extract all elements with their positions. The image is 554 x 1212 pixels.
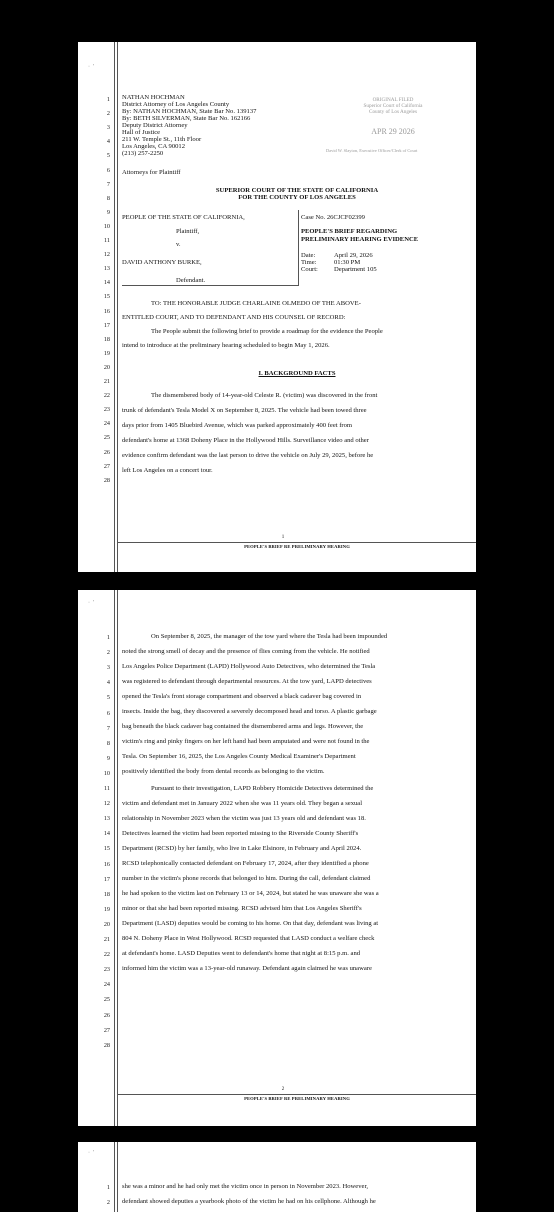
page-footer: PEOPLE'S BRIEF RE PRELIMINARY HEARING (244, 1096, 350, 1101)
body-line: number in the victim's phone records that belonged to him. During the call, defendant claimed (122, 875, 371, 882)
line-number: 24 (103, 420, 110, 427)
line-number: 11 (104, 237, 110, 244)
addressee-line: TO: THE HONORABLE JUDGE CHARLAINE OLMEDO OF THE ABOVE- (151, 300, 361, 307)
line-number: 21 (103, 936, 110, 943)
document-title: PEOPLE'S BRIEF REGARDING (301, 228, 398, 235)
line-number: 2 (106, 110, 110, 117)
line-number: 1 (106, 634, 110, 641)
line-number: 20 (103, 364, 110, 371)
defendant-name: DAVID ANTHONY BURKE, (122, 259, 202, 266)
line-number: 15 (103, 293, 110, 300)
line-number: 25 (103, 996, 110, 1003)
body-line: she was a minor and he had only met the victim once in person in November 2023. However, (122, 1183, 369, 1190)
line-number: 6 (106, 167, 110, 174)
line-number: 13 (103, 265, 110, 272)
versus-label: v. (176, 241, 181, 248)
line-number: 2 (106, 649, 110, 656)
body-line: noted the strong smell of decay and the presence of flies coming from the vehicle. He notified (122, 648, 370, 655)
hearing-court: Department 105 (334, 266, 377, 273)
line-number: 3 (106, 664, 110, 671)
line-number: 12 (103, 800, 110, 807)
body-line: evidence confirm defendant was the last person to drive the vehicle on July 29, 2025, before he (122, 452, 374, 459)
body-line: Department (RCSD) by her family, who live in Lake Elsinore, in February and April 2024. (122, 845, 362, 852)
hearing-date-label: Date: (301, 252, 316, 259)
line-number: 14 (103, 830, 110, 837)
body-line: days prior from 1405 Bluebird Avenue, which was parked approximately 400 feet from (122, 422, 353, 429)
left-margin-rule (114, 1142, 115, 1212)
document-title: PRELIMINARY HEARING EVIDENCE (301, 236, 419, 243)
caption-underline (122, 285, 298, 286)
line-number: 7 (106, 181, 110, 188)
attorney-header-line: Los Angeles, CA 90012 (122, 143, 186, 150)
attorney-header-line: Deputy District Attorney (122, 122, 188, 129)
page-footer: PEOPLE'S BRIEF RE PRELIMINARY HEARING (244, 544, 350, 549)
court-title: SUPERIOR COURT OF THE STATE OF CALIFORNIA (215, 187, 379, 194)
line-number: 16 (103, 861, 110, 868)
body-line: minor or that she had been reported missing. RCSD advised him that Los Angeles Sheriff's (122, 905, 362, 912)
hearing-time-label: Time: (301, 259, 317, 266)
plaintiff-role: Plaintiff, (176, 228, 200, 235)
body-line: Tesla. On September 16, 2025, the Los Angeles County Medical Examiner's Department (122, 753, 356, 760)
line-number: 19 (103, 350, 110, 357)
line-number: 5 (106, 694, 110, 701)
line-number: 8 (106, 740, 110, 747)
line-number: 7 (106, 725, 110, 732)
body-line: Department (LASD) deputies would be coming to his home. On that day, defendant was living at (122, 920, 379, 927)
attorney-header-line: (213) 257-2250 (122, 150, 164, 157)
document-page-3 (78, 1142, 476, 1212)
document-page-1: · ' 1 2 3 4 5 6 7 8 9 10 11 12 13 14 15 16 17 18 19 20 21 22 23 24 25 26 27 28 NATHAN HOCHMAN District Attorney of Los Angeles County By: NATHAN HOCHMAN, State Bar No. 139137 By: BETH SILVERMAN, State Bar No. 162166 Deputy District Attorney Hall of Justice 211 W. Temple St., 11th Floor Los Angeles, CA 90012 (213) 257-2250 Attorneys for Plaintiff ORIGINAL FILED Superior Court of California County of Los Angeles APR 29 2026 David W. Slayton, Executive Officer/Clerk of Court SUPERIOR COURT OF THE STATE OF CALIFORNIA FOR THE COUNTY OF LOS ANGELES PEOPLE OF THE STATE OF CALIFORNIA, Plaintiff, v. DAVID ANTHONY BURKE, Defendant. Case No. 26CJCF02399 PEOPLE'S BRIEF REGARDING PRELIMINARY HEARING EVIDENCE Date: April 29, 2026 Time: 01:30 PM Court: Department 105 TO: THE HONORABLE JUDGE CHARLAINE OLMEDO OF THE ABOVE- ENTITLED COURT, AND TO DEFENDANT AND HIS COUNSEL OF RECORD: The People submit the following brief to provide a roadmap for the evidence the People intend to introduce at the preliminary hearing scheduled to begin May 1, 2026. I. BACKGROUND FACTS The dismembered body of 14-year-old Celeste R. (victim) was discovered in the front trunk of defendant's Tesla Model X on September 8, 2025. The vehicle had been towed three days prior from 1405 Bluebird Avenue, which was parked approximately 400 feet from defendant's home at 1368 Doheny Place in the Hollywood Hills. Surveillance video and other evidence confirm defendant was the last person to drive the vehicle on July 29, 2025, before he left Los Angeles on a concert tour. 1 PEOPLE'S BRIEF RE PRELIMINARY HEARING (78, 42, 476, 572)
defendant-role: Defendant. (176, 277, 206, 284)
line-number: 22 (103, 392, 110, 399)
line-number: 20 (103, 921, 110, 928)
line-number: 1 (106, 96, 110, 103)
attorney-header-line: By: NATHAN HOCHMAN, State Bar No. 139137 (122, 108, 257, 115)
body-line: Los Angeles Police Department (LAPD) Hollywood Auto Detectives, who determined the Tesla (122, 663, 376, 670)
body-line: defendant showed deputies a yearbook photo of the victim he had on his cellphone. Although he (122, 1198, 376, 1205)
body-line: opened the Tesla's front storage compartment and observed a black cadaver bag covered in (122, 693, 362, 700)
hearing-court-label: Court: (301, 266, 318, 273)
line-number: 19 (103, 906, 110, 913)
intro-line: intend to introduce at the preliminary hearing scheduled to begin May 1, 2026. (122, 342, 330, 349)
line-number: 15 (103, 845, 110, 852)
scan-marks: · ' (88, 64, 95, 70)
line-number: 12 (103, 251, 110, 258)
page-number: 1 (281, 535, 285, 540)
line-number: 24 (103, 981, 110, 988)
attorney-header-line: By: BETH SILVERMAN, State Bar No. 162166 (122, 115, 251, 122)
left-margin-rule (114, 42, 115, 572)
line-number: 26 (103, 449, 110, 456)
line-number: 26 (103, 1012, 110, 1019)
line-number: 11 (104, 785, 110, 792)
line-number: 17 (103, 322, 110, 329)
line-number: 27 (103, 1027, 110, 1034)
line-number: 25 (103, 434, 110, 441)
attorney-header-line: NATHAN HOCHMAN (122, 94, 185, 101)
body-line: On September 8, 2025, the manager of the tow yard where the Tesla had been impounded (151, 633, 388, 640)
line-number: 21 (103, 378, 110, 385)
left-margin-rule (114, 590, 115, 1126)
body-line: left Los Angeles on a concert tour. (122, 467, 213, 474)
line-number: 4 (106, 138, 110, 145)
line-number: 16 (103, 308, 110, 315)
body-line: at defendant's home. LASD Deputies went to defendant's home that night at 8:15 p.m. and (122, 950, 361, 957)
body-line: The dismembered body of 14-year-old Celeste R. (victim) was discovered in the front (151, 392, 378, 399)
line-number: 23 (103, 406, 110, 413)
line-number: 4 (106, 679, 110, 686)
page-number: 2 (281, 1087, 285, 1092)
line-number: 8 (106, 195, 110, 202)
attorney-header-line: District Attorney of Los Angeles County (122, 101, 230, 108)
body-line: positively identified the body from dental records as belonging to the victim. (122, 768, 325, 775)
hearing-date: April 29, 2026 (334, 252, 373, 259)
attorney-header-line: Hall of Justice (122, 129, 161, 136)
body-line: victim and defendant met in January 2022 when she was 11 years old. They began a sexual (122, 800, 363, 807)
body-line: 804 N. Doheny Place in West Hollywood. RCSD requested that LASD conduct a welfare check (122, 935, 375, 942)
court-county: FOR THE COUNTY OF LOS ANGELES (238, 194, 356, 201)
body-line: victim's ring and pinky fingers on her left hand had been amputated and were not found in the (122, 738, 370, 745)
line-number: 2 (106, 1199, 110, 1206)
line-number: 6 (106, 710, 110, 717)
document-page-2 (78, 590, 476, 1126)
body-line: relationship in November 2023 when the victim was just 13 years old and defendant was 18. (122, 815, 366, 822)
line-number: 18 (103, 336, 110, 343)
line-number: 18 (103, 891, 110, 898)
caption-divider (298, 210, 299, 286)
body-line: he had spoken to the victim last on February 13 or 14, 2024, but stated he was unaware she was a (122, 890, 379, 897)
line-number: 28 (103, 1042, 110, 1049)
body-line: Pursuant to their investigation, LAPD Robbery Homicide Detectives determined the (151, 785, 374, 792)
body-line: was registered to defendant through departmental resources. At the tow yard, LAPD detectives (122, 678, 372, 685)
attorney-header-line: 211 W. Temple St., 11th Floor (122, 136, 202, 143)
body-line: bag beneath the black cadaver bag contained the dismembered arms and legs. However, the (122, 723, 364, 730)
attorney-header-line: Attorneys for Plaintiff (122, 169, 181, 176)
line-number: 9 (106, 209, 110, 216)
scan-marks: · ' (88, 600, 95, 606)
line-number: 5 (106, 152, 110, 159)
hearing-time: 01:30 PM (334, 259, 361, 266)
line-number: 14 (103, 279, 110, 286)
scan-marks: · ' (88, 1150, 95, 1156)
body-line: informed him the victim was a 13-year-old runaway. Defendant again claimed he was unaware (122, 965, 372, 972)
case-number: Case No. 26CJCF02399 (301, 214, 365, 221)
line-number: 17 (103, 876, 110, 883)
line-number: 23 (103, 966, 110, 973)
line-number: 10 (103, 770, 110, 777)
line-number: 13 (103, 815, 110, 822)
line-number: 22 (103, 951, 110, 958)
body-line: insects. Inside the bag, they discovered a severely decomposed head and torso. A plastic garbage (122, 708, 377, 715)
line-number: 27 (103, 463, 110, 470)
addressee-line: ENTITLED COURT, AND TO DEFENDANT AND HIS COUNSEL OF RECORD: (122, 314, 346, 321)
line-number: 1 (106, 1184, 110, 1191)
body-line: Detectives learned the victim had been reported missing to the Riverside County Sheriff's (122, 830, 359, 837)
line-number: 9 (106, 755, 110, 762)
body-line: RCSD telephonically contacted defendant on February 17, 2024, after they identified a phone (122, 860, 369, 867)
plaintiff-name: PEOPLE OF THE STATE OF CALIFORNIA, (122, 214, 245, 221)
line-number: 10 (103, 223, 110, 230)
body-line: defendant's home at 1368 Doheny Place in the Hollywood Hills. Surveillance video and other (122, 437, 369, 444)
line-number: 28 (103, 477, 110, 484)
body-line: trunk of defendant's Tesla Model X on September 8, 2025. The vehicle had been towed three (122, 407, 367, 414)
line-number: 3 (106, 124, 110, 131)
intro-line: The People submit the following brief to provide a roadmap for the evidence the People (151, 328, 383, 335)
section-heading: I. BACKGROUND FACTS (258, 370, 336, 377)
